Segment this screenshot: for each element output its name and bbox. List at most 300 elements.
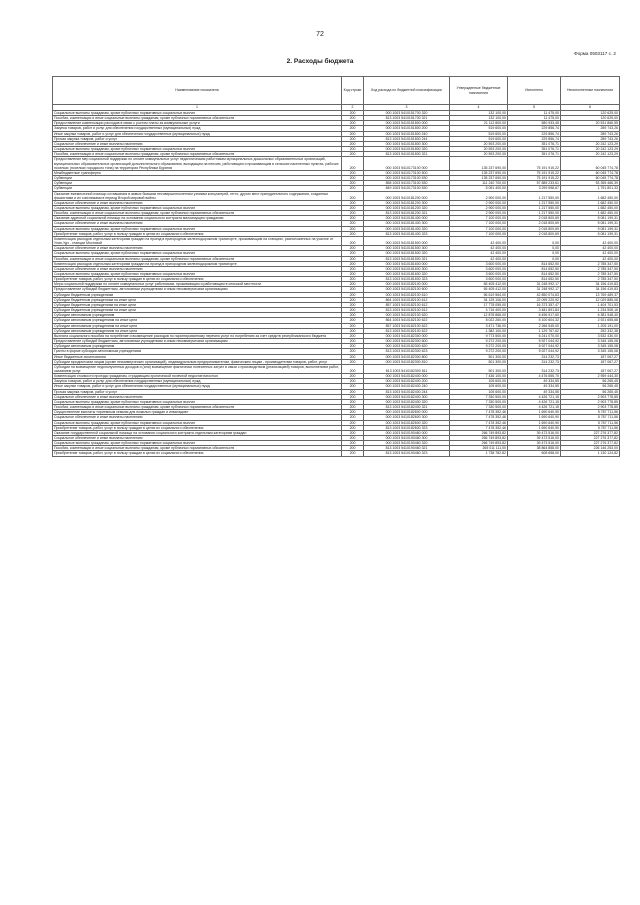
row-classification-code: 000 1003 5410190460 000 <box>364 430 450 435</box>
row-classification-code: 000 1003 5410190460 300 <box>364 436 450 441</box>
row-line-code: 200 <box>342 328 364 333</box>
row-unexecuted: 53 355 466,39 <box>561 181 620 186</box>
row-unexecuted: 5 081 199,31 <box>561 231 620 236</box>
row-name: Субсидии автономным учреждениям на иные цели <box>53 318 342 323</box>
row-unexecuted: 60 045 774,78 <box>561 176 620 181</box>
row-executed: 0,00 <box>508 251 561 256</box>
row-line-code: 200 <box>342 313 364 318</box>
row-unexecuted: 34 156 419,83 <box>561 282 620 287</box>
row-classification-code: 000 1003 5410182300 800 <box>364 354 450 359</box>
row-classification-code: 813 1003 5410182300 811 <box>364 364 450 373</box>
row-classification-code: 000 1003 5410181500 320 <box>364 251 450 256</box>
row-unexecuted: 187 067,27 <box>561 354 620 359</box>
row-executed: 2 018 800,69 <box>508 231 561 236</box>
row-name: Субсидии бюджетным учреждениям <box>53 292 342 297</box>
row-line-code: 200 <box>342 126 364 131</box>
row-classification-code: 000 1003 5410151800 300 <box>364 141 450 146</box>
row-approved: 7 330 500,00 <box>450 405 508 410</box>
row-name: Приобретение товаров, работ, услуг в пользу граждан в целях их социального обеспечения <box>53 231 342 236</box>
row-line-code: 200 <box>342 318 364 323</box>
row-name: Предоставление субсидий бюджетным, автономным учреждениям и иным некоммерческим организациям <box>53 339 342 344</box>
row-name: Осуществление выплаты «приемным семьям для пожилых граждан и инвалидов» <box>53 410 342 415</box>
row-line-code: 200 <box>342 344 364 349</box>
row-name: Прочая закупка товаров, работ и услуг <box>53 389 342 394</box>
row-classification-code: 000 1003 5410181600 000 <box>364 261 450 266</box>
row-line-code: 200 <box>342 451 364 456</box>
row-executed: 38 864 858,00 <box>508 446 561 451</box>
col-number: 1 <box>53 105 342 111</box>
row-name: Социальное обеспечение и иные выплаты населению <box>53 266 342 271</box>
row-executed: 814 652,50 <box>508 277 561 282</box>
row-line-code: 200 <box>342 170 364 175</box>
row-approved: 20 593 200,00 <box>450 147 508 152</box>
row-line-code: 200 <box>342 216 364 221</box>
row-classification-code: 864 1003 5410182100 622 <box>364 318 450 323</box>
row-unexecuted: 1 130 124,82 <box>561 451 620 456</box>
row-name: Социальные выплаты гражданам, кроме публичных нормативных социальных выплат <box>53 205 342 210</box>
header-line-code: Код строки <box>342 77 364 105</box>
row-line-code: 200 <box>342 282 364 287</box>
row-unexecuted: 5 081 199,31 <box>561 221 620 226</box>
row-name: Компенсация стоимости проезда гражданам, страдающим хронической почечной недостаточностью <box>53 374 342 379</box>
row-classification-code: 000 1003 5410151800 000 <box>364 121 450 126</box>
row-executed: 2 018 800,69 <box>508 226 561 231</box>
row-approved: 111 240 700,00 <box>450 181 508 186</box>
row-unexecuted: 20 242 123,29 <box>561 152 620 157</box>
row-unexecuted: 1 205 191,00 <box>561 323 620 328</box>
row-name: Оказание государственной социальной помощи на основании социального контракта отдельным категориям граждан <box>53 430 342 435</box>
row-approved: 42 400,00 <box>450 256 508 261</box>
row-unexecuted: 12 029 885,08 <box>561 297 620 302</box>
row-name: Субвенции <box>53 176 342 181</box>
row-line-code: 200 <box>342 297 364 302</box>
row-name: Пособия, компенсации и иные социальные выплаты гражданам, кроме публичных нормативных обязательств <box>53 116 342 121</box>
row-unexecuted: 1 682 450,00 <box>561 200 620 205</box>
row-executed: 39 473 516,00 <box>508 441 561 446</box>
row-approved: 9 773 500,00 <box>450 333 508 338</box>
row-executed: 3 481 891,84 <box>508 308 561 313</box>
row-line-code: 200 <box>342 226 364 231</box>
row-executed: 42 850 074,63 <box>508 292 561 297</box>
row-executed: 580 933,45 <box>508 121 561 126</box>
row-name: Субсидии на возмещение недополученных доходов и (или) возмещение фактически понесенных затрат в связи с производством (реализацией) товаров, выполнением работ, оказанием услуг <box>53 364 342 373</box>
row-classification-code: 000 1003 5410181200 300 <box>364 200 450 205</box>
row-classification-code: 000 1003 5410182400 300 <box>364 394 450 399</box>
row-approved: 265 011 111,00 <box>450 446 508 451</box>
row-classification-code: 813 1003 5410182600 323 <box>364 425 450 430</box>
row-name: Иные закупки товаров, работ и услуг для обеспечения государственных (муниципальных) нужд <box>53 384 342 389</box>
row-classification-code: 813 1003 5410181500 321 <box>364 256 450 261</box>
row-classification-code: 849 1003 5410173100 530 <box>364 186 450 191</box>
row-executed: 1 690 640,90 <box>508 420 561 425</box>
row-unexecuted: 2 903 778,85 <box>561 399 620 404</box>
row-name: Иные закупки товаров, работ и услуг для обеспечения государственных (муниципальных) нужд <box>53 131 342 136</box>
row-unexecuted: 1 404 701,53 <box>561 302 620 307</box>
row-executed: 75 191 915,22 <box>508 157 561 170</box>
row-name: Субсидии автономным учреждениям <box>53 344 342 349</box>
row-name: Приобретение товаров, работ, услуг в пользу граждан в целях их социального обеспечения <box>53 425 342 430</box>
row-name: Пособия, компенсации и иные социальные выплаты гражданам, кроме публичных нормативных обязательств <box>53 446 342 451</box>
page-number: 72 <box>316 31 324 38</box>
row-line-code: 200 <box>342 333 364 338</box>
row-unexecuted: 13 769 489,37 <box>561 292 620 297</box>
row-executed: 5 927 044,92 <box>508 344 561 349</box>
row-line-code: 200 <box>342 420 364 425</box>
row-executed: 608 658,00 <box>508 451 561 456</box>
row-line-code: 200 <box>342 261 364 266</box>
row-unexecuted: 5 787 711,56 <box>561 420 620 425</box>
row-executed: 1 217 550,00 <box>508 205 561 210</box>
row-unexecuted: 227 276 377,82 <box>561 430 620 435</box>
table-row <box>53 236 620 245</box>
row-name: Оказание ежемесячной помощи оставшимся в живых бывшим несовершеннолетним узникам концлагерей, гетто, других мест принудительного содержания, созданных фашистами и их союзниками в период Второй мировой войны <box>53 191 342 200</box>
row-unexecuted: 3 345 155,08 <box>561 344 620 349</box>
row-executed: 5 100 604,32 <box>508 318 561 323</box>
row-classification-code: 813 1003 5410182100 612 <box>364 308 450 313</box>
row-line-code: 200 <box>342 287 364 292</box>
col-number: 2 <box>342 105 364 111</box>
row-approved: 20 593 200,00 <box>450 141 508 146</box>
row-unexecuted: 120 625,00 <box>561 116 620 121</box>
row-name: Меры социальной поддержки по оплате коммунальных услуг работникам, проживающим и работающим в сельской местности <box>53 282 342 287</box>
row-unexecuted: 20 242 123,29 <box>561 147 620 152</box>
row-name: Предоставление субсидий бюджетным, автономным учреждениям и иным некоммерческим организациям <box>53 287 342 292</box>
row-approved: 266 749 893,82 <box>450 441 508 446</box>
row-unexecuted: 56 265,45 <box>561 379 620 384</box>
row-name: Оказание адресной социальной помощи на основании социального контракта малоимущим гражданам <box>53 216 342 221</box>
col-number: 6 <box>561 105 620 111</box>
row-classification-code: 000 1003 5410151800 240 <box>364 131 450 136</box>
row-executed: 314 232,73 <box>508 359 561 364</box>
row-executed: 31 248 992,17 <box>508 282 561 287</box>
row-executed: 39 473 516,00 <box>508 436 561 441</box>
row-executed: 6 241 070,00 <box>508 333 561 338</box>
row-classification-code: 000 1003 5410182400 320 <box>364 399 450 404</box>
row-classification-code: 000 1003 5410182400 240 <box>364 384 450 389</box>
row-unexecuted: 5 787 711,56 <box>561 415 620 420</box>
row-executed: 1 690 640,90 <box>508 415 561 420</box>
table-row <box>53 451 620 456</box>
row-line-code: 200 <box>342 302 364 307</box>
row-name: Субсидии бюджетным учреждениям на иные цели <box>53 302 342 307</box>
row-classification-code: 000 1003 5410182100 610 <box>364 292 450 297</box>
row-classification-code: 813 1003 5410182100 622 <box>364 328 450 333</box>
row-line-code: 200 <box>342 349 364 354</box>
row-line-code: 200 <box>342 221 364 226</box>
row-approved: 7 478 352,46 <box>450 415 508 420</box>
section-title: 2. Расходы бюджета <box>286 58 354 65</box>
row-approved: 12 878 866,00 <box>450 313 508 318</box>
row-executed: 0,00 <box>508 256 561 261</box>
row-unexecuted: 1 682 450,00 <box>561 205 620 210</box>
row-unexecuted: 187 067,27 <box>561 364 620 373</box>
row-unexecuted: 227 276 377,82 <box>561 436 620 441</box>
row-executed: 75 191 915,22 <box>508 176 561 181</box>
row-approved: 7 100 000,00 <box>450 231 508 236</box>
row-approved: 519 600,00 <box>450 131 508 136</box>
row-approved: 135 237 690,00 <box>450 170 508 175</box>
row-executed: 5 927 044,92 <box>508 339 561 344</box>
row-name: Субвенции <box>53 181 342 186</box>
row-executed: 5 927 044,92 <box>508 349 561 354</box>
row-name: Закупка товаров, работ и услуг для обеспечения государственных (муниципальных) нужд <box>53 379 342 384</box>
row-unexecuted: 3 345 155,08 <box>561 339 620 344</box>
row-unexecuted: 56 265,45 <box>561 384 620 389</box>
row-classification-code: 857 1003 5410182100 612 <box>364 302 450 307</box>
row-approved: 2 900 000,00 <box>450 205 508 210</box>
row-approved: 17 778 059,00 <box>450 302 508 307</box>
row-executed: 1 129 767,62 <box>508 328 561 333</box>
row-unexecuted: 42 400,00 <box>561 251 620 256</box>
row-executed: 314 232,73 <box>508 364 561 373</box>
row-executed: 1 690 640,90 <box>508 410 561 415</box>
row-line-code: 200 <box>342 246 364 251</box>
row-line-code: 200 <box>342 436 364 441</box>
row-classification-code: 000 1003 5410182300 810 <box>364 359 450 364</box>
row-line-code: 200 <box>342 141 364 146</box>
row-executed: 229 856,74 <box>508 131 561 136</box>
row-unexecuted: 2 921 655,68 <box>561 318 620 323</box>
row-classification-code: 000 1003 5410182300 000 <box>364 333 450 338</box>
row-unexecuted: 289 743,26 <box>561 126 620 131</box>
row-approved: 42 400,00 <box>450 246 508 251</box>
row-line-code: 200 <box>342 266 364 271</box>
row-classification-code: 000 1003 5410181600 300 <box>364 266 450 271</box>
row-executed: 229 856,74 <box>508 136 561 141</box>
row-name: Межбюджетные трансферты <box>53 170 342 175</box>
row-line-code: 200 <box>342 211 364 216</box>
row-unexecuted: 1 751 801,33 <box>561 186 620 191</box>
row-executed: 814 652,50 <box>508 266 561 271</box>
row-classification-code: 000 1003 5410151800 320 <box>364 147 450 152</box>
row-approved: 2 900 000,00 <box>450 200 508 205</box>
row-classification-code: 813 1003 5410151800 244 <box>364 136 450 141</box>
row-name: Гранты в форме субсидии автономным учреждениям <box>53 349 342 354</box>
row-executed: 2 018 800,69 <box>508 221 561 226</box>
row-classification-code: 000 1003 5410181600 320 <box>364 272 450 277</box>
row-name: Прочая закупка товаров, работ и услуг <box>53 136 342 141</box>
row-line-code: 200 <box>342 205 364 210</box>
row-name: Социальные выплаты гражданам, кроме публичных нормативных социальных выплат <box>53 111 342 116</box>
row-line-code: 200 <box>342 251 364 256</box>
row-unexecuted: 3 532 430,00 <box>561 333 620 338</box>
row-executed: 351 076,71 <box>508 147 561 152</box>
row-name: Социальные выплаты гражданам, кроме публичных нормативных социальных выплат <box>53 147 342 152</box>
row-approved: 266 749 893,82 <box>450 436 508 441</box>
form-code: Форма 0503117 с. 2 <box>574 51 616 56</box>
row-line-code: 200 <box>342 379 364 384</box>
row-unexecuted: 227 276 377,82 <box>561 441 620 446</box>
row-classification-code: 000 1003 5410182100 620 <box>364 313 450 318</box>
row-unexecuted: 5 787 711,56 <box>561 410 620 415</box>
row-approved: 4 716 400,00 <box>450 308 508 313</box>
row-executed: 57 885 233,61 <box>508 181 561 186</box>
row-executed: 0,00 <box>508 236 561 245</box>
row-classification-code: 000 1003 5410181400 000 <box>364 216 450 221</box>
row-approved: 7 330 500,00 <box>450 394 508 399</box>
row-name: Компенсация расходов отдельным категориям граждан на проезд в пригородном железнодорожном транспорте, проживающим на станциях, расположенных на участке от Улан-Удэ - станции Мостовой <box>53 236 342 245</box>
row-name: Пособия, компенсации и иные социальные выплаты гражданам, кроме публичных нормативных обязательств <box>53 405 342 410</box>
row-line-code: 200 <box>342 236 364 245</box>
row-line-code: 200 <box>342 181 364 186</box>
row-unexecuted: 187 067,27 <box>561 359 620 364</box>
row-approved: 7 478 352,46 <box>450 420 508 425</box>
row-name: Компенсация расходов отдельным категориям граждан на проезд в пригородном железнодорожном транспорте <box>53 261 342 266</box>
row-approved: 7 100 000,00 <box>450 226 508 231</box>
row-approved: 9 272 200,00 <box>450 339 508 344</box>
row-classification-code: 000 1003 5410182400 000 <box>364 374 450 379</box>
row-classification-code: 813 1003 5410181200 321 <box>364 211 450 216</box>
row-executed: 2 266 545,00 <box>508 323 561 328</box>
row-unexecuted: 42 400,00 <box>561 256 620 261</box>
row-name: Закупка товаров, работ и услуг для обеспечения государственных (муниципальных) нужд <box>53 126 342 131</box>
row-approved: 7 330 500,00 <box>450 399 508 404</box>
col-number: 5 <box>508 105 561 111</box>
row-name: Социальные выплаты гражданам, кроме публичных нормативных социальных выплат <box>53 399 342 404</box>
row-classification-code: 858 1003 5410173100 530 <box>364 181 450 186</box>
row-unexecuted: 60 045 774,78 <box>561 170 620 175</box>
row-unexecuted: 2 959 444,30 <box>561 374 620 379</box>
row-line-code: 200 <box>342 111 364 116</box>
row-name: Предоставление компенсации расходов в связи с ростом платы за коммунальные услуги <box>53 121 342 126</box>
row-unexecuted: 120 625,00 <box>561 111 620 116</box>
row-approved: 105 600,00 <box>450 384 508 389</box>
row-line-code: 200 <box>342 441 364 446</box>
row-line-code: 200 <box>342 277 364 282</box>
row-approved: 135 237 690,00 <box>450 157 508 170</box>
row-executed: 11 475,00 <box>508 116 561 121</box>
row-executed: 75 191 915,22 <box>508 170 561 175</box>
row-unexecuted: 2 785 347,50 <box>561 266 620 271</box>
row-executed: 4 426 721,15 <box>508 394 561 399</box>
row-executed: 351 076,71 <box>508 141 561 146</box>
row-name: Социальное обеспечение и иные выплаты населению <box>53 436 342 441</box>
row-name: Субвенции <box>53 186 342 191</box>
row-approved: 3 471 736,00 <box>450 323 508 328</box>
row-line-code: 200 <box>342 354 364 359</box>
row-approved: 2 900 000,00 <box>450 191 508 200</box>
row-classification-code: 000 1003 5410182100 600 <box>364 287 450 292</box>
row-name: Субсидии бюджетным учреждениям на иные цели <box>53 297 342 302</box>
row-unexecuted: 6 381 948,40 <box>561 313 620 318</box>
row-line-code: 200 <box>342 410 364 415</box>
row-line-code: 200 <box>342 374 364 379</box>
row-name: Выплата социального пособия на погребение и возмещение расходов по гарантированному перечню услуг по погребению за счет средств республиканского бюджета <box>53 333 342 338</box>
row-line-code: 200 <box>342 191 364 200</box>
row-executed: 39 473 516,00 <box>508 430 561 435</box>
row-approved: 135 237 690,00 <box>450 176 508 181</box>
row-approved: 132 100,00 <box>450 116 508 121</box>
row-unexecuted: 5 787 711,56 <box>561 425 620 430</box>
row-classification-code: 000 1003 5410182600 300 <box>364 415 450 420</box>
row-unexecuted: 252 332,38 <box>561 328 620 333</box>
row-executed: 814 652,50 <box>508 272 561 277</box>
row-approved: 5 051 400,00 <box>450 186 508 191</box>
row-executed: 49 334,55 <box>508 389 561 394</box>
row-unexecuted: 289 743,26 <box>561 136 620 141</box>
row-line-code: 200 <box>342 323 364 328</box>
row-classification-code: 813 1003 5410181400 323 <box>364 231 450 236</box>
row-approved: 34 125 106,00 <box>450 297 508 302</box>
row-name: Социальное обеспечение и иные выплаты населению <box>53 141 342 146</box>
row-line-code: 200 <box>342 152 364 157</box>
col-number: 4 <box>450 105 508 111</box>
row-approved: 3 600 000,00 <box>450 272 508 277</box>
row-line-code: 200 <box>342 308 364 313</box>
row-line-code: 200 <box>342 405 364 410</box>
row-executed: 351 076,71 <box>508 152 561 157</box>
row-executed: 49 334,55 <box>508 379 561 384</box>
row-classification-code: 000 1003 5410190460 320 <box>364 441 450 446</box>
row-line-code: 200 <box>342 136 364 141</box>
row-approved: 9 272 200,00 <box>450 344 508 349</box>
row-line-code: 200 <box>342 384 364 389</box>
row-classification-code: 000 1003 5410182100 000 <box>364 282 450 287</box>
row-executed: 0,00 <box>508 246 561 251</box>
row-approved: 3 600 000,00 <box>450 266 508 271</box>
row-executed: 31 248 992,17 <box>508 287 561 292</box>
row-line-code: 200 <box>342 415 364 420</box>
row-name: Социальные выплаты гражданам, кроме публичных нормативных социальных выплат <box>53 226 342 231</box>
row-approved: 132 100,00 <box>450 111 508 116</box>
row-classification-code: 000 1003 5410181500 000 <box>364 236 450 245</box>
row-classification-code: 000 1003 5410182400 200 <box>364 379 450 384</box>
row-unexecuted: 5 081 199,31 <box>561 226 620 231</box>
row-line-code: 200 <box>342 364 364 373</box>
row-approved: 501 300,00 <box>450 359 508 364</box>
row-approved: 20 593 200,00 <box>450 152 508 157</box>
row-approved: 105 600,00 <box>450 389 508 394</box>
row-name: Социальные выплаты гражданам, кроме публичных нормативных социальных выплат <box>53 441 342 446</box>
row-line-code: 200 <box>342 231 364 236</box>
row-name: Пособия, компенсации и иные социальные выплаты гражданам, кроме публичных нормативных обязательств <box>53 211 342 216</box>
row-approved: 8 022 260,00 <box>450 318 508 323</box>
row-name: Иные бюджетные ассигнования <box>53 354 342 359</box>
row-executed: 1 217 550,00 <box>508 191 561 200</box>
row-unexecuted: 20 242 123,29 <box>561 141 620 146</box>
row-name: Социальные выплаты гражданам, кроме публичных нормативных социальных выплат <box>53 272 342 277</box>
row-executed: 314 232,73 <box>508 354 561 359</box>
row-unexecuted: 42 400,00 <box>561 246 620 251</box>
row-unexecuted: 20 531 866,55 <box>561 121 620 126</box>
row-classification-code: 000 1003 5410151700 320 <box>364 111 450 116</box>
col-number: 3 <box>364 105 450 111</box>
row-name: Социальное обеспечение и иные выплаты населению <box>53 221 342 226</box>
row-executed: 49 334,55 <box>508 384 561 389</box>
row-executed: 3 299 598,67 <box>508 186 561 191</box>
row-classification-code: 000 1003 5410173100 530 <box>364 176 450 181</box>
row-classification-code: 000 1003 5410182300 600 <box>364 339 450 344</box>
header-approved: Утвержденные бюджетные назначения <box>450 77 508 105</box>
row-approved: 7 100 000,00 <box>450 216 508 221</box>
row-approved: 42 400,00 <box>450 236 508 245</box>
row-executed: 4 476 655,70 <box>508 374 561 379</box>
row-line-code: 200 <box>342 121 364 126</box>
header-indicator: Наименование показателя <box>53 77 342 105</box>
row-line-code: 200 <box>342 200 364 205</box>
row-name: Пособия, компенсации и иные социальные выплаты гражданам, кроме публичных нормативных обязательств <box>53 152 342 157</box>
row-name: Социальные выплаты гражданам, кроме публичных нормативных социальных выплат <box>53 420 342 425</box>
row-unexecuted: 34 156 419,83 <box>561 287 620 292</box>
table-row <box>53 191 620 200</box>
row-approved: 1 382 100,00 <box>450 328 508 333</box>
row-executed: 22 095 220,92 <box>508 297 561 302</box>
row-classification-code: 813 1003 5410182400 244 <box>364 389 450 394</box>
header-executed: Исполнено <box>508 77 561 105</box>
row-line-code: 200 <box>342 399 364 404</box>
row-approved: 7 478 352,46 <box>450 410 508 415</box>
row-line-code: 200 <box>342 272 364 277</box>
